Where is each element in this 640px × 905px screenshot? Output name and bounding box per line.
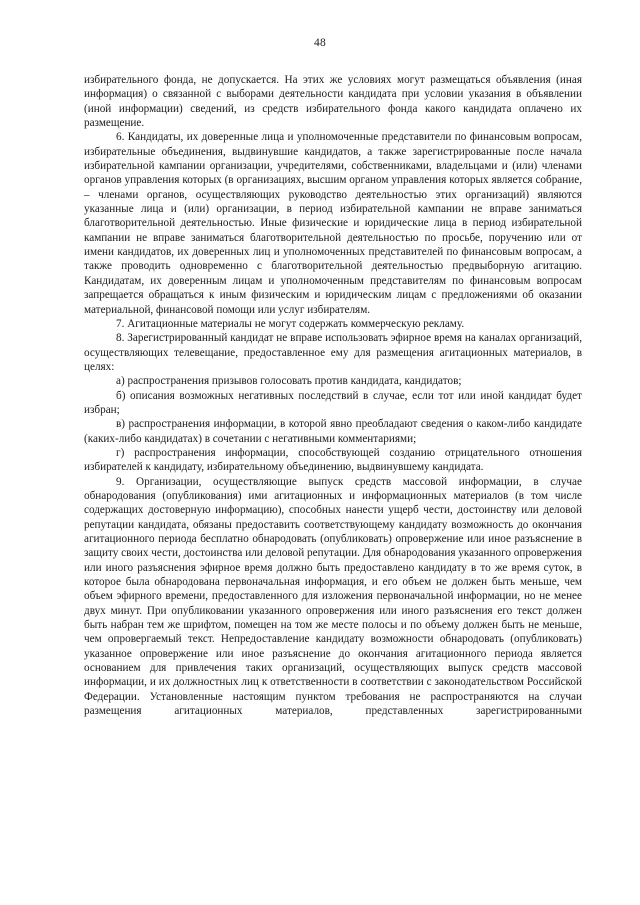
subparagraph-b: б) описания возможных негативных последствий в случае, если тот или иной кандидат будет избран; bbox=[84, 389, 582, 416]
subparagraph-a: а) распространения призывов голосовать против кандидата, кандидатов; bbox=[116, 375, 462, 388]
paragraph-continuation: избирательного фонда, не допускается. На этих же условиях могут размещаться объявления (иная информация) о связанной с выборами деятельности кандидата при условии указания в объявлении (иной информации) сведений, из средств избирательного фонда какого кандидата оплачено их размещение. bbox=[84, 74, 582, 130]
paragraph-item-8: 8. Зарегистрированный кандидат не вправе использовать эфирное время на каналах организаций, осуществляющих телевещание, предоставленное ему для размещения агитационных материалов, в целях: bbox=[84, 332, 582, 373]
subparagraph-v: в) распространения информации, в которой явно преобладают сведения о каком-либо кандидате (каких-либо кандидатах) в сочетании с негативными комментариями; bbox=[84, 418, 582, 445]
paragraph-item-9: 9. Организации, осуществляющие выпуск средств массовой информации, в случае обнародования (опубликования) ими агитационных и информационных материалов (в том числе содержащих достоверную информацию), способных нанести ущерб чести, достоинству или деловой репутации кандидата, обязаны предоставить соответствующему кандидату возможность до окончания агитационного периода бесплатно обнародовать (опубликовать) опровержение или иное разъяснение в защиту своих чести, достоинства или деловой репутации. Для обнародования указанного опровержения или иного разъяснения эфирное время должно быть предоставлено кандидату в то же время суток, в которое была обнародована первоначальная информация, и его объем не должен быть меньше, чем объем эфирного времени, предоставленного для изложения первоначальной информации, но не менее двух минут. При опубликовании указанного опровержения или иного разъяснения его текст должен быть набран тем же шрифтом, помещен на том же месте полосы и по объему должен быть не меньше, чем опровергаемый текст. Непредоставление кандидату возможности обнародовать (опубликовать) указанное опровержение или иное разъяснение до окончания агитационного периода является основанием для привлечения таких организаций, осуществляющих выпуск средств массовой информации, и их должностных лиц к ответственности в соответствии с законодательством Российской Федерации. Установленные настоящим пунктом требования не распространяются на случаи размещения агитационных материалов, представленных зарегистрированными bbox=[84, 475, 582, 718]
page-number: 48 bbox=[314, 37, 326, 49]
paragraph-item-7: 7. Агитационные материалы не могут содержать коммерческую рекламу. bbox=[116, 317, 465, 330]
subparagraph-g: г) распространения информации, способствующей созданию отрицательного отношения избирателей к кандидату, избирательному объединению, выдвинувшему кандидата. bbox=[84, 446, 582, 474]
paragraph-item-6: 6. Кандидаты, их доверенные лица и уполномоченные представители по финансовым вопросам, избирательные объединения, выдвинувшие кандидатов, а также зарегистрированные после начала избирательной кампании организации, учредителями, собственниками, владельцами и (или) членами органов управления которых (в организациях, высшим органом управления которых является собрание, – членами органов, осуществляющих руководство деятельностью этих организаций) являются указанные лица и (или) организации, в период избирательной кампании не вправе заниматься благотворительной деятельностью. Иные физические и юридические лица в период избирательной кампании не вправе заниматься благотворительной деятельностью по просьбе, поручению или от имени кандидатов, их доверенных лиц и уполномоченных представителей по финансовым вопросам, а также проводить одновременно с благотворительной деятельностью предвыборную агитацию. Кандидатам, их доверенным лицам и уполномоченным представителям по финансовым вопросам запрещается обращаться к иным физическим и юридическим лицам с предложениями об оказании материальной, финансовой помощи или услуг избирателям. bbox=[84, 131, 582, 316]
document-body bbox=[84, 73, 582, 718]
